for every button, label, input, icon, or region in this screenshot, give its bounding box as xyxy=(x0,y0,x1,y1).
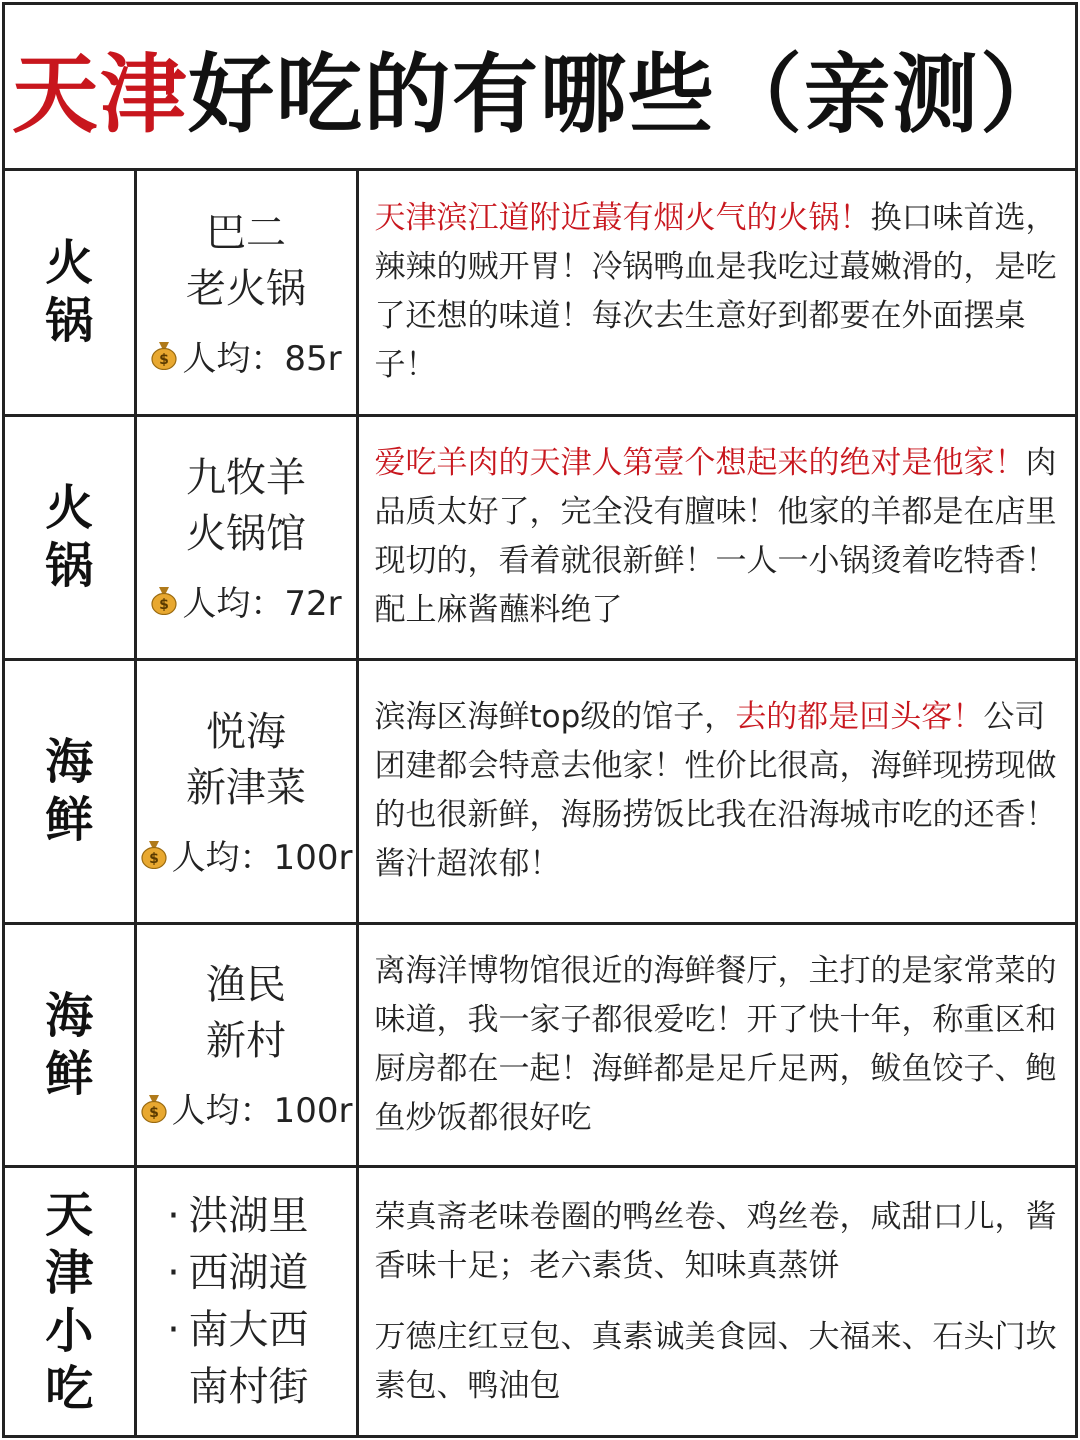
table-row xyxy=(5,659,1075,923)
snack-place-name: 南大西 xyxy=(188,1306,309,1353)
shop-name-line: 九牧羊 xyxy=(186,454,306,501)
food-table xyxy=(5,171,1075,1436)
description-cell xyxy=(357,923,1075,1166)
shop-name-line: 新津菜 xyxy=(186,764,306,811)
description-highlight: 去的都是回头客！ xyxy=(735,699,984,735)
table-row xyxy=(5,415,1075,659)
list-item xyxy=(159,1245,356,1302)
shop-name-line: 渔民 xyxy=(206,962,286,1008)
table-row xyxy=(5,171,1075,415)
description-cell xyxy=(357,415,1075,659)
title-red: 天津 xyxy=(12,44,188,145)
category-char: 吃 xyxy=(45,1360,94,1417)
category-char: 锅 xyxy=(45,538,94,594)
category-char: 火 xyxy=(45,480,94,536)
page-title xyxy=(5,5,1075,171)
description-text: 公司团建都会特意去他家！性价比很高，海鲜现捞现做的也很新鲜，海肠捞饭比我在沿海城市吃的还香！酱汁超浓郁！ xyxy=(374,699,1057,882)
category-cell xyxy=(5,171,135,415)
price-text: 人均：100r xyxy=(171,837,353,878)
category-char: 火 xyxy=(45,235,94,292)
price-label xyxy=(137,331,356,380)
description-highlight: 爱吃羊肉的天津人第壹个想起来的绝对是他家！ xyxy=(374,445,1026,481)
description-cell xyxy=(357,1166,1075,1436)
shop-name-line: 新村 xyxy=(206,1018,286,1064)
price-label xyxy=(137,576,356,625)
category-char: 鲜 xyxy=(45,1045,94,1102)
description-highlight: 天津滨江道附近蕞有烟火气的火锅！ xyxy=(374,200,871,237)
money-bag-icon xyxy=(140,839,168,869)
list-item xyxy=(159,1302,356,1359)
description-text: 离海洋博物馆很近的海鲜餐厅，主打的是家常菜的味道，我一家子都很爱吃！开了快十年，称重区和厨房都在一起！海鲜都是足斤足两，鲅鱼饺子、鲍鱼炒饭都很好吃 xyxy=(374,952,1057,1136)
svg-text:$: $ xyxy=(148,851,159,867)
category-char: 天 xyxy=(45,1186,94,1243)
money-bag-icon xyxy=(140,1093,168,1123)
poster-frame xyxy=(2,2,1078,1438)
price-text: 人均：85r xyxy=(182,338,342,379)
shop-cell xyxy=(135,415,357,659)
description-text: 肉品质太好了，完全没有膻味！他家的羊都是在店里现切的，看着就很新鲜！一人一小锅烫着吃特香！配上麻酱蘸料绝了 xyxy=(374,445,1057,628)
shop-cell xyxy=(135,1166,357,1436)
category-cell xyxy=(5,659,135,923)
description-text: 换口味首选，辣辣的贼开胃！冷锅鸭血是我吃过蕞嫩滑的，是吃了还想的味道！每次去生意好到都要在外面摆桌子！ xyxy=(374,200,1057,384)
snack-place-name: 西湖道 xyxy=(188,1249,309,1296)
bullet-dot: · xyxy=(167,1192,180,1239)
shop-cell xyxy=(135,171,357,415)
category-char: 海 xyxy=(45,987,94,1044)
description-cell xyxy=(357,659,1075,923)
svg-text:$: $ xyxy=(159,352,170,369)
snack-place-name: 南村街 xyxy=(188,1363,309,1410)
category-cell xyxy=(5,923,135,1166)
price-label xyxy=(137,1083,356,1132)
shop-name-line: 老火锅 xyxy=(186,265,306,312)
svg-text:$: $ xyxy=(148,1104,159,1121)
shop-name-line: 火锅馆 xyxy=(186,510,306,557)
svg-text:$: $ xyxy=(159,597,170,613)
description-text: 滨海区海鲜top级的馆子， xyxy=(374,699,736,735)
category-char: 鲜 xyxy=(45,792,94,848)
money-bag-icon xyxy=(150,585,178,615)
category-char: 海 xyxy=(45,734,94,790)
description-cell xyxy=(357,171,1075,415)
snack-place-name: 洪湖里 xyxy=(188,1192,309,1239)
category-char: 小 xyxy=(45,1302,94,1359)
category-cell xyxy=(5,415,135,659)
price-text: 人均：100r xyxy=(171,1091,353,1131)
snack-place-list xyxy=(137,1188,356,1416)
list-item xyxy=(159,1188,356,1245)
money-bag-icon xyxy=(150,340,178,370)
category-char: 锅 xyxy=(45,293,94,350)
category-cell xyxy=(5,1166,135,1436)
price-label xyxy=(137,830,356,879)
bullet-dot: · xyxy=(167,1306,180,1353)
description-text: 荣真斋老味卷圈的鸭丝卷、鸡丝卷，咸甜口儿，酱香味十足；老六素货、知味真蒸饼 xyxy=(374,1198,1057,1284)
bullet-dot: · xyxy=(167,1249,180,1296)
shop-name-line: 巴二 xyxy=(206,209,286,256)
shop-name-line: 悦海 xyxy=(206,708,286,755)
table-row xyxy=(5,923,1075,1166)
table-row xyxy=(5,1166,1075,1436)
shop-cell xyxy=(135,923,357,1166)
title-black: 好吃的有哪些（亲测） xyxy=(188,44,1068,145)
category-char: 津 xyxy=(45,1244,94,1301)
list-item xyxy=(159,1359,356,1416)
shop-cell xyxy=(135,659,357,923)
price-text: 人均：72r xyxy=(182,583,342,624)
description-text: 万德庄红豆包、真素诚美食园、大福来、石头门坎素包、鸭油包 xyxy=(374,1318,1057,1404)
